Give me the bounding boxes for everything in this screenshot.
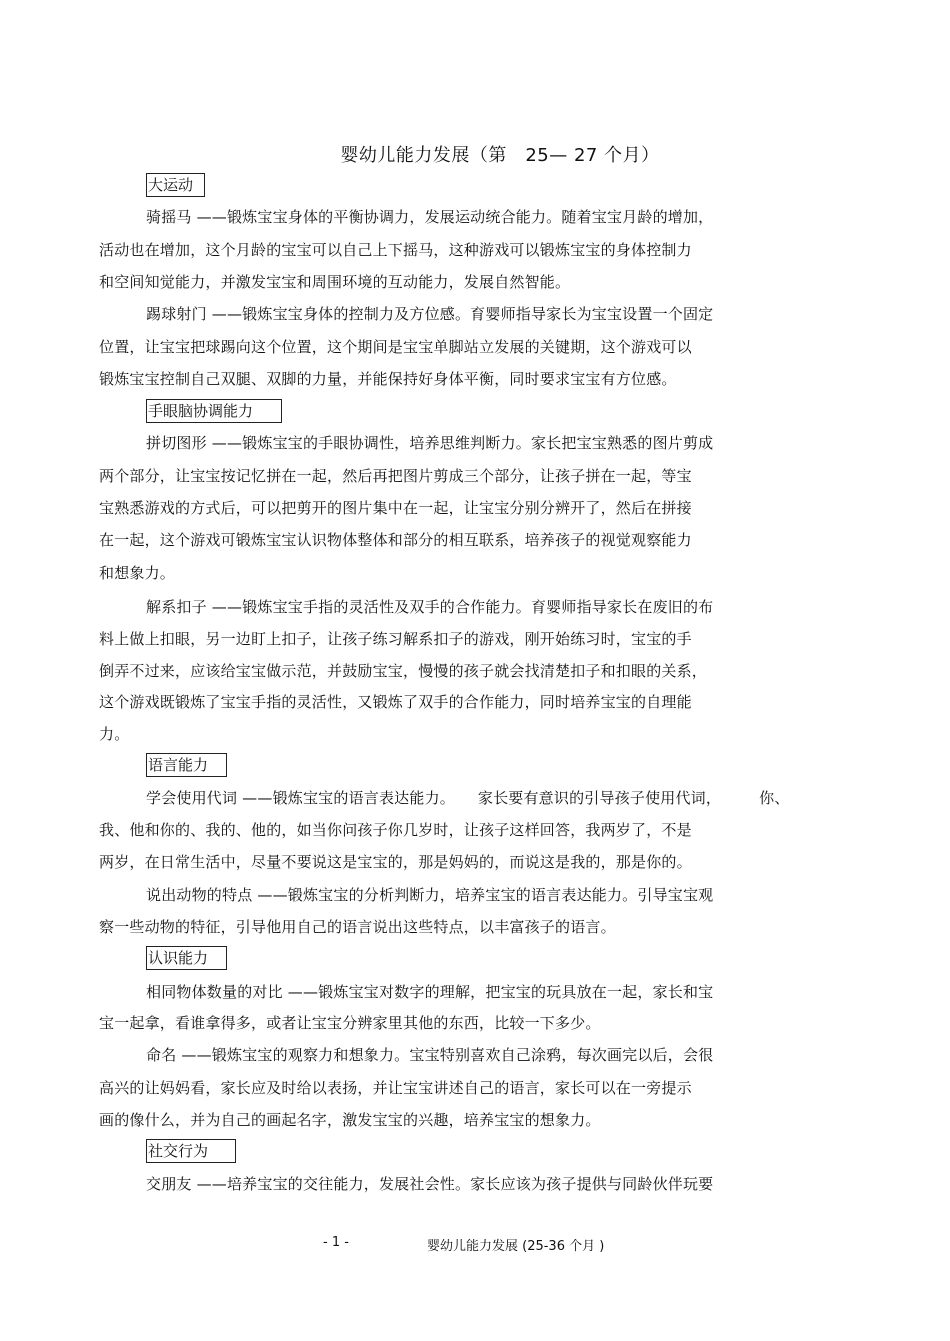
document-title: 婴幼儿能力发展（第 25— 27 个月） [340,145,660,166]
paragraph-line: 相同物体数量的对比 ——锻炼宝宝对数字的理解，把宝宝的玩具放在一起，家长和宝 [146,983,714,1001]
paragraph-line: 解系扣子 ——锻炼宝宝手指的灵活性及双手的合作能力。育婴师指导家长在废旧的布 [146,598,714,616]
footer-running-title: 婴幼儿能力发展 (25-36 个月 ) [427,1239,605,1254]
paragraph-line: 活动也在增加，这个月龄的宝宝可以自己上下摇马，这种游戏可以锻炼宝宝的身体控制力 [99,241,692,259]
paragraph-line: 骑摇马 ——锻炼宝宝身体的平衡协调力，发展运动统合能力。随着宝宝月龄的增加， [146,208,714,226]
section-heading-language: 语言能力 [146,753,227,777]
paragraph-line: 位置，让宝宝把球踢向这个位置，这个期间是宝宝单脚站立发展的关键期，这个游戏可以 [99,338,692,356]
paragraph-line: 和想象力。 [99,564,176,582]
paragraph-line: 我、他和你的、我的、他的，如当你问孩子你几岁时，让孩子这样回答，我两岁了，不是 [99,821,692,839]
paragraph-line: 料上做上扣眼，另一边盯上扣子，让孩子练习解系扣子的游戏，刚开始练习时，宝宝的手 [99,630,692,648]
section-heading-gross-motor: 大运动 [146,173,205,197]
paragraph-line: 交朋友 ——培养宝宝的交往能力，发展社会性。家长应该为孩子提供与同龄伙伴玩要 [146,1175,714,1193]
paragraph-line: 高兴的让妈妈看，家长应及时给以表扬，并让宝宝讲述自己的语言，家长可以在一旁提示 [99,1079,692,1097]
paragraph-line: 和空间知觉能力，并激发宝宝和周围环境的互动能力，发展自然智能。 [99,273,571,291]
section-heading-cognition: 认识能力 [146,946,227,970]
paragraph-line: 力。 [99,725,130,743]
paragraph-line: 拼切图形 ——锻炼宝宝的手眼协调性，培养思维判断力。家长把宝宝熟悉的图片剪成 [146,434,714,452]
paragraph-line: 察一些动物的特征，引导他用自己的语言说出这些特点，以丰富孩子的语言。 [99,918,616,936]
paragraph-line: 说出动物的特点 ——锻炼宝宝的分析判断力，培养宝宝的语言表达能力。引导宝宝观 [146,886,714,904]
paragraph-line: 宝熟悉游戏的方式后，可以把剪开的图片集中在一起，让宝宝分别分辨开了，然后在拼接 [99,499,692,517]
paragraph-line: 命名 ——锻炼宝宝的观察力和想象力。宝宝特别喜欢自己涂鸦，每次画完以后，会很 [146,1046,714,1064]
paragraph-line: 倒弄不过来，应该给宝宝做示范，并鼓励宝宝，慢慢的孩子就会找清楚扣子和扣眼的关系， [99,662,708,680]
paragraph-line: 画的像什么，并为自己的画起名字，激发宝宝的兴趣，培养宝宝的想象力。 [99,1111,601,1129]
paragraph-line: 这个游戏既锻炼了宝宝手指的灵活性，又锻炼了双手的合作能力，同时培养宝宝的自理能 [99,693,692,711]
section-heading-social-behavior: 社交行为 [146,1139,236,1163]
paragraph-line: 在一起，这个游戏可锻炼宝宝认识物体整体和部分的相互联系，培养孩子的视觉观察能力 [99,531,692,549]
paragraph-line: 宝一起拿，看谁拿得多，或者让宝宝分辨家里其他的东西，比较一下多少。 [99,1014,601,1032]
paragraph-line: 锻炼宝宝控制自己双腿、双脚的力量，并能保持好身体平衡，同时要求宝宝有方位感。 [99,370,677,388]
paragraph-line: 学会使用代词 ——锻炼宝宝的语言表达能力。 家长要有意识的引导孩子使用代词， 你、 [146,789,790,807]
paragraph-line: 两个部分，让宝宝按记忆拼在一起，然后再把图片剪成三个部分，让孩子拼在一起，等宝 [99,467,692,485]
paragraph-line: 踢球射门 ——锻炼宝宝身体的控制力及方位感。育婴师指导家长为宝宝设置一个固定 [146,305,714,323]
footer-page-number: - 1 - [323,1235,349,1250]
paragraph-line: 两岁，在日常生活中，尽量不要说这是宝宝的，那是妈妈的，而说这是我的，那是你的。 [99,853,692,871]
section-heading-hand-eye-coordination: 手眼脑协调能力 [146,399,282,423]
